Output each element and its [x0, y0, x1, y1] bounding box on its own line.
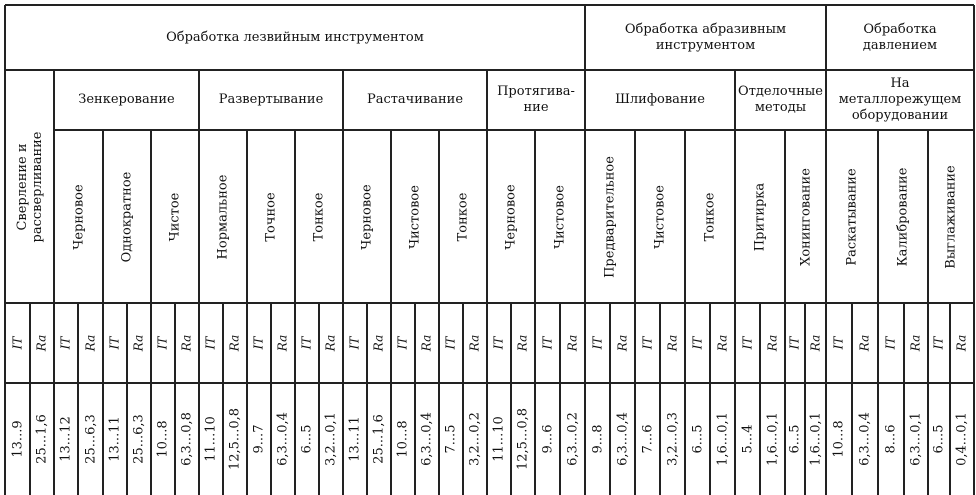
subgroup-grinding: Шлифование [615, 92, 705, 107]
param-label-it: IT [58, 336, 73, 350]
value-it-cell [826, 383, 852, 495]
grid-line [973, 5, 975, 495]
param-label-it-cell [343, 303, 367, 383]
grid-line [126, 303, 128, 495]
grid-line [5, 4, 974, 6]
method-header-cell [826, 130, 878, 303]
grid-line [877, 130, 879, 495]
param-label-it-cell [735, 303, 760, 383]
method-header-cell [735, 130, 785, 303]
param-label-ra-cell [175, 303, 199, 383]
value-ra: 1,6...0,1 [808, 412, 823, 466]
value-ra: 25...1,6 [34, 414, 50, 464]
value-it: 9...7 [251, 424, 267, 454]
subgroup-broaching: Протягива-ние [497, 84, 575, 115]
grid-line [759, 303, 761, 495]
param-label-it-cell [487, 303, 511, 383]
param-label-ra: Ra [467, 334, 482, 352]
param-label-it-cell [103, 303, 127, 383]
method-header-cell [928, 130, 974, 303]
value-ra-cell [760, 383, 785, 495]
value-it-cell [585, 383, 610, 495]
param-label-ra: Ra [565, 334, 579, 352]
method-header-cell [54, 130, 103, 303]
grid-line [851, 303, 853, 495]
method-header: Калибрование [895, 167, 911, 266]
param-label-it-cell [635, 303, 660, 383]
grid-line [102, 130, 104, 495]
value-ra-cell [710, 383, 735, 495]
grid-line [584, 5, 586, 495]
value-it: 6...5 [690, 424, 705, 454]
value-it-cell [785, 383, 805, 495]
grid-line [927, 130, 929, 495]
value-it-cell [487, 383, 511, 495]
value-it: 13...9 [10, 420, 25, 458]
param-label-ra-cell [610, 303, 635, 383]
group-pressure-header: Обработка давлением [862, 21, 938, 53]
value-it-cell [343, 383, 367, 495]
param-label-it: IT [640, 336, 654, 350]
value-ra: 6,3...0,4 [275, 412, 291, 466]
value-it-cell [391, 383, 415, 495]
value-it-cell [635, 383, 660, 495]
param-label-it: IT [491, 336, 506, 350]
grid-line [510, 303, 512, 495]
value-it: 11...10 [203, 416, 219, 462]
value-ra-cell [127, 383, 151, 495]
param-label-ra-cell [30, 303, 54, 383]
value-ra-cell [805, 383, 826, 495]
value-it: 9...6 [540, 424, 555, 454]
param-label-it-cell [785, 303, 805, 383]
value-ra-cell [904, 383, 928, 495]
param-label-it: IT [203, 336, 218, 350]
param-label-it-cell [247, 303, 271, 383]
grid-line [534, 130, 536, 495]
grid-line [659, 303, 661, 495]
subgroup-metalcutting: На металлорежущем оборудовании [838, 76, 962, 123]
value-ra: 12,5...0,8 [227, 407, 243, 471]
grid-line [559, 303, 561, 495]
grid-line [53, 70, 55, 495]
grid-line [709, 303, 711, 495]
value-ra-cell [30, 383, 54, 495]
value-it-cell [247, 383, 271, 495]
value-ra: 6,3...0,1 [908, 412, 924, 466]
param-label-ra-cell [904, 303, 928, 383]
value-ra: 3,2...0,1 [323, 412, 339, 466]
param-label-ra-cell [511, 303, 535, 383]
value-ra-cell [463, 383, 487, 495]
value-ra: 6,3...0,4 [419, 412, 435, 466]
param-label-ra-cell [660, 303, 685, 383]
param-label-it: IT [787, 336, 802, 350]
value-ra: 1,6...0,1 [765, 412, 780, 466]
param-label-ra-cell [760, 303, 785, 383]
param-label-it-cell [151, 303, 175, 383]
subgroup-finishing: Отделочные методы [738, 84, 823, 115]
value-it: 6...5 [931, 424, 947, 454]
method-header-cell [785, 130, 826, 303]
method-header: Предварительное [602, 155, 618, 278]
method-header: Выглаживание [943, 164, 959, 269]
grid-line [825, 5, 827, 495]
subgroup-reaming: Развертывание [218, 92, 324, 107]
value-ra: 6,3...0,8 [179, 412, 195, 466]
method-header-cell [103, 130, 151, 303]
value-it-cell [295, 383, 319, 495]
param-label-it-cell [199, 303, 223, 383]
method-header-cell [535, 130, 585, 303]
grid-line [366, 303, 368, 495]
method-header: Тонкое [455, 192, 471, 241]
grid-line [29, 303, 31, 495]
param-label-ra: Ra [765, 334, 779, 352]
value-it: 13...12 [58, 416, 74, 462]
param-label-it: IT [299, 336, 314, 350]
param-label-it-cell [439, 303, 463, 383]
value-ra: 25...6,3 [131, 414, 147, 464]
method-header: Черновое [71, 183, 86, 250]
method-header-cell [585, 130, 635, 303]
value-it-cell [5, 383, 30, 495]
value-it-cell [151, 383, 175, 495]
value-ra-cell [610, 383, 635, 495]
param-label-ra-cell [319, 303, 343, 383]
subgroup-countersinking: Зенкерование [78, 92, 175, 107]
method-header: Тонкое [702, 192, 718, 241]
value-ra: 3,2...0,3 [665, 412, 680, 466]
value-ra-cell [223, 383, 247, 495]
param-label-it: IT [155, 336, 170, 350]
method-header-cell [199, 130, 247, 303]
subgroup-boring: Растачивание [366, 92, 464, 107]
value-it: 7...5 [443, 424, 459, 454]
param-label-ra: Ra [83, 334, 97, 352]
value-it-cell [439, 383, 463, 495]
grid-line [609, 303, 611, 495]
method-header: Чистовое [552, 184, 568, 249]
value-it: 13...11 [107, 416, 123, 462]
param-label-ra: Ra [131, 334, 146, 352]
grid-line [246, 130, 248, 495]
grid-line [5, 69, 974, 71]
param-label-it: IT [107, 336, 122, 350]
param-label-it-cell [295, 303, 319, 383]
method-header: Однократное [119, 171, 135, 262]
param-label-ra-cell [223, 303, 247, 383]
param-label-it-cell [391, 303, 415, 383]
grid-line [414, 303, 416, 495]
param-label-ra-cell [78, 303, 103, 383]
param-label-ra-cell [367, 303, 391, 383]
value-ra-cell [367, 383, 391, 495]
grid-line [77, 303, 79, 495]
param-label-it-cell [878, 303, 904, 383]
value-ra: 3,2...0,2 [467, 412, 483, 466]
value-ra: 12,5...0,8 [515, 407, 531, 471]
value-ra-cell [78, 383, 103, 495]
param-label-ra: Ra [615, 334, 629, 352]
param-label-ra: Ra [954, 334, 969, 352]
method-header: Раскатывание [844, 167, 860, 266]
param-label-it: IT [347, 336, 362, 350]
param-label-it: IT [690, 336, 704, 350]
value-it: 6...5 [299, 424, 315, 454]
method-header: Черновое [503, 183, 519, 250]
param-label-ra-cell [852, 303, 878, 383]
grid-line [804, 303, 806, 495]
param-label-it-cell [826, 303, 852, 383]
param-label-ra: Ra [515, 334, 530, 352]
param-label-ra-cell [805, 303, 826, 383]
grid-line [949, 303, 951, 495]
value-ra-cell [852, 383, 878, 495]
method-header-cell [635, 130, 685, 303]
param-label-ra: Ra [857, 334, 872, 352]
value-it-cell [928, 383, 950, 495]
value-it: 9...8 [590, 424, 605, 454]
grid-line [684, 130, 686, 495]
param-label-ra-cell [415, 303, 439, 383]
param-label-ra: Ra [908, 334, 923, 352]
param-label-ra: Ra [371, 334, 386, 352]
param-label-it-cell [5, 303, 30, 383]
param-label-it: IT [931, 336, 946, 350]
grid-line [342, 70, 344, 495]
method-header: Точное [263, 191, 279, 242]
value-ra-cell [950, 383, 974, 495]
param-label-ra: Ra [419, 334, 434, 352]
value-ra-cell [660, 383, 685, 495]
value-it-cell [199, 383, 223, 495]
value-it: 8...6 [883, 424, 899, 454]
grid-line [4, 5, 6, 495]
grid-line [903, 303, 905, 495]
value-ra-cell [560, 383, 585, 495]
value-it: 10...8 [831, 420, 847, 458]
method-header-cell [685, 130, 735, 303]
grid-line [222, 303, 224, 495]
param-label-ra-cell [950, 303, 974, 383]
param-label-ra: Ra [715, 334, 729, 352]
value-it-cell [878, 383, 904, 495]
grid-line [270, 303, 272, 495]
value-ra: 6,3...0,4 [615, 412, 630, 466]
grid-line [198, 70, 200, 495]
grid-line [150, 130, 152, 495]
value-ra: 1,6...0,1 [715, 412, 730, 466]
method-header-cell [439, 130, 487, 303]
value-ra-cell [271, 383, 295, 495]
value-ra-cell [511, 383, 535, 495]
group-blade-header: Обработка лезвийным инструментом [166, 29, 424, 45]
param-label-it: IT [443, 336, 458, 350]
grid-line [784, 130, 786, 495]
method-header-cell [151, 130, 199, 303]
value-it-cell [103, 383, 127, 495]
method-header: Чистовое [652, 184, 668, 249]
value-it-cell [685, 383, 710, 495]
param-label-it: IT [251, 336, 266, 350]
method-header-cell [295, 130, 343, 303]
param-label-it: IT [831, 336, 846, 350]
method-header: Нормальное [215, 174, 231, 259]
grid-line [734, 70, 736, 495]
param-label-it-cell [685, 303, 710, 383]
subgroup-drilling: Сверление и рассверливание [14, 131, 45, 242]
value-it: 11...10 [491, 416, 507, 462]
value-it: 5...4 [740, 424, 755, 454]
param-label-ra: Ra [34, 334, 49, 352]
param-label-ra: Ra [227, 334, 242, 352]
value-ra: 25...1,6 [371, 414, 387, 464]
method-header-cell [878, 130, 928, 303]
method-header-cell [343, 130, 391, 303]
param-label-it-cell [585, 303, 610, 383]
param-label-ra: Ra [179, 334, 194, 352]
param-label-ra: Ra [665, 334, 679, 352]
value-it: 10...8 [395, 420, 411, 458]
param-label-it-cell [928, 303, 950, 383]
value-ra: 6,3...0,4 [857, 412, 873, 466]
method-header: Хонингование [798, 167, 813, 266]
grid-line [462, 303, 464, 495]
grid-line [438, 130, 440, 495]
param-label-ra: Ra [323, 334, 338, 352]
value-ra-cell [415, 383, 439, 495]
param-label-it: IT [395, 336, 410, 350]
method-header-cell [247, 130, 295, 303]
param-label-ra-cell [463, 303, 487, 383]
subgroup-drilling-cell [5, 70, 54, 303]
param-label-ra: Ra [808, 334, 822, 352]
param-label-it-cell [535, 303, 560, 383]
value-it-cell [735, 383, 760, 495]
grid-line [318, 303, 320, 495]
grid-line [390, 130, 392, 495]
param-label-it: IT [10, 336, 24, 350]
method-header: Притирка [752, 182, 768, 251]
value-it: 13...11 [347, 416, 363, 462]
param-label-ra-cell [127, 303, 151, 383]
value-ra: 6,3...0,2 [565, 412, 580, 466]
param-label-ra-cell [271, 303, 295, 383]
param-label-it: IT [540, 336, 554, 350]
param-label-it: IT [590, 336, 604, 350]
value-it: 6...5 [787, 424, 803, 454]
param-label-it-cell [54, 303, 78, 383]
method-header-cell [391, 130, 439, 303]
param-label-ra-cell [560, 303, 585, 383]
value-ra-cell [319, 383, 343, 495]
param-label-ra-cell [710, 303, 735, 383]
grid-line [294, 130, 296, 495]
param-label-it: IT [883, 336, 898, 350]
param-label-ra: Ra [275, 334, 290, 352]
method-header-cell [487, 130, 535, 303]
value-it: 10...8 [155, 420, 171, 458]
grid-line [486, 70, 488, 495]
value-ra: 0,4...0,1 [954, 412, 970, 466]
method-header: Тонкое [311, 192, 327, 241]
method-header: Черновое [359, 183, 375, 250]
value-it-cell [535, 383, 560, 495]
grid-line [174, 303, 176, 495]
value-ra: 25...6,3 [83, 414, 98, 464]
grid-line [634, 130, 636, 495]
grid-line [54, 129, 974, 131]
param-label-it: IT [740, 336, 754, 350]
value-ra-cell [175, 383, 199, 495]
value-it-cell [54, 383, 78, 495]
method-header: Чистовое [407, 184, 423, 249]
value-it: 7...6 [640, 424, 655, 454]
group-abrasive-header: Обработка абразивным инструментом [624, 21, 787, 53]
method-header: Чистое [167, 192, 183, 241]
